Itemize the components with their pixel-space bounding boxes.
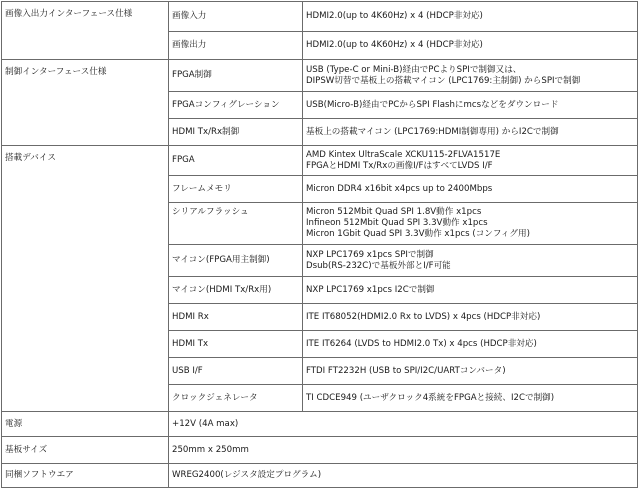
item-label: HDMI Tx/Rx制御 — [169, 119, 303, 146]
item-label: HDMI Tx — [169, 331, 303, 358]
item-value: NXP LPC1769 x1pcs SPIで制御 Dsub(RS-232C)で基板外部とI/F可能 — [303, 245, 638, 277]
table-row — [2, 464, 638, 488]
item-label: 画像出力 — [169, 32, 303, 60]
item-value: HDMI2.0(up to 4K60Hz) x 4 (HDCP非対応) — [303, 2, 638, 32]
item-value: USB (Type-C or Mini-B)経由でPCよりSPIで制御又は、 DIPSW切替で基板上の搭載マイコン (LPC1769:主制御) からSPIで制御 — [303, 60, 638, 92]
category-control: 制御インターフェース仕様 — [2, 60, 169, 146]
item-value: NXP LPC1769 x1pcs I2Cで制御 — [303, 277, 638, 304]
category-board-size: 基板サイズ — [2, 437, 169, 464]
spec-table — [1, 1, 638, 488]
item-label: HDMI Rx — [169, 304, 303, 331]
item-value: +12V (4A max) — [169, 412, 638, 437]
item-label: シリアルフラッシュ — [169, 203, 303, 245]
item-value: AMD Kintex UltraScale XCKU115-2FLVA1517E FPGAとHDMI Tx/Rxの画像I/FはすべてLVDS I/F — [303, 146, 638, 176]
item-label: FPGA制御 — [169, 60, 303, 92]
item-label: FPGA — [169, 146, 303, 176]
table-row — [2, 437, 638, 464]
table-row — [2, 412, 638, 437]
item-value: ITE IT68052(HDMI2.0 Rx to LVDS) x 4pcs (HDCP非対応) — [303, 304, 638, 331]
item-label: FPGAコンフィグレーション — [169, 92, 303, 119]
item-value: 基板上の搭載マイコン (LPC1769:HDMI制御専用) からI2Cで制御 — [303, 119, 638, 146]
item-label: クロックジェネレータ — [169, 385, 303, 412]
category-devices: 搭載デバイス — [2, 146, 169, 412]
item-value: WREG2400(レジスタ設定プログラム) — [169, 464, 638, 488]
item-label: 画像入力 — [169, 2, 303, 32]
item-value: FTDI FT2232H (USB to SPI/I2C/UARTコンバータ) — [303, 358, 638, 385]
item-label: フレームメモリ — [169, 176, 303, 203]
category-image-io: 画像入出力インターフェース仕様 — [2, 2, 169, 60]
item-value: TI CDCE949 (ユーザクロック4系統をFPGAと接続、I2Cで制御) — [303, 385, 638, 412]
item-value: 250mm x 250mm — [169, 437, 638, 464]
item-value: USB(Micro-B)経由でPCからSPI Flashにmcsなどをダウンロード — [303, 92, 638, 119]
category-power: 電源 — [2, 412, 169, 437]
item-label: マイコン(HDMI Tx/Rx用) — [169, 277, 303, 304]
table-row — [2, 146, 638, 176]
item-value: HDMI2.0(up to 4K60Hz) x 4 (HDCP非対応) — [303, 32, 638, 60]
table-row — [2, 2, 638, 32]
category-software: 同梱ソフトウエア — [2, 464, 169, 488]
table-row — [2, 60, 638, 92]
item-value: Micron DDR4 x16bit x4pcs up to 2400Mbps — [303, 176, 638, 203]
item-value: ITE IT6264 (LVDS to HDMI2.0 Tx) x 4pcs (HDCP非対応) — [303, 331, 638, 358]
item-value: Micron 512Mbit Quad SPI 1.8V動作 x1pcs Infineon 512Mbit Quad SPI 3.3V動作 x1pcs Micron 1Gbit Quad SPI 3.3V動作 x1pcs (コンフィグ用) — [303, 203, 638, 245]
item-label: USB I/F — [169, 358, 303, 385]
item-label: マイコン(FPGA用主制御) — [169, 245, 303, 277]
